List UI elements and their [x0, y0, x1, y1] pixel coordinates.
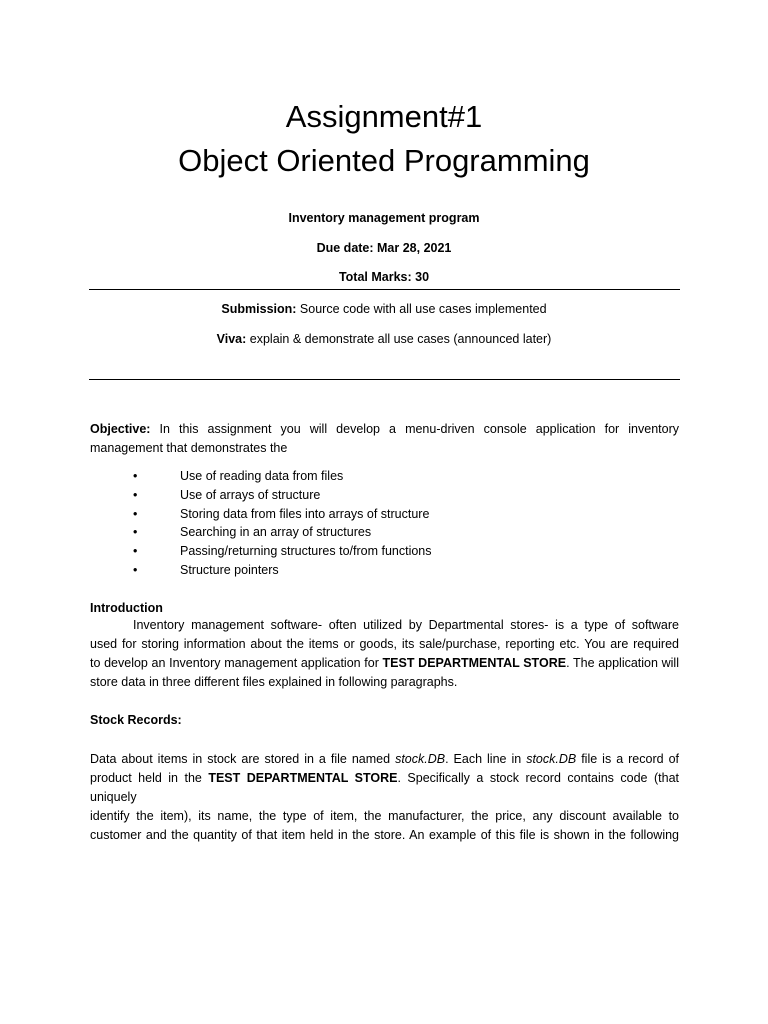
objective-bullet-list [0, 467, 768, 580]
bottom-divider [89, 379, 680, 380]
bullet-icon: • [133, 469, 138, 483]
file-name: stock.DB [395, 752, 446, 766]
list-item: • Storing data from files into arrays of structure [0, 505, 768, 524]
intro-line-4: store data in three different files explained in following paragraphs. [90, 675, 458, 689]
viva-text: explain & demonstrate all use cases (announced later) [246, 332, 552, 346]
submission-line [0, 301, 768, 317]
bullet-icon: • [133, 487, 138, 502]
due-date: Due date: Mar 28, 2021 [316, 241, 452, 255]
submission-label: Submission: [221, 302, 297, 316]
objective-line-1: Objective: In this assignment you will develop a menu-driven console application for inventory [90, 422, 679, 436]
stock-line-4: customer and the quantity of that item held in the store. An example of this file is shown in the following [90, 828, 679, 842]
total-marks: Total Marks: 30 [338, 270, 430, 284]
list-item: • Use of arrays of structure [0, 486, 768, 505]
bullet-icon: • [133, 562, 138, 577]
viva-line [0, 331, 768, 347]
stock-records-paragraph [90, 750, 679, 845]
stock-line-1: Data about items in stock are stored in a file named stock.DB. Each line in stock.DB file is a record of [90, 752, 679, 766]
stock-records-heading: Stock Records: [90, 713, 182, 727]
introduction-paragraph [90, 616, 679, 692]
objective-line-2: management that demonstrates the [90, 441, 288, 455]
objective-paragraph [90, 420, 679, 458]
stock-line-2: product held in the TEST DEPARTMENTAL STORE. Specifically a stock record contains code (that uniquely [90, 771, 679, 804]
bullet-icon: • [133, 544, 138, 559]
stock-line-3: identify the item), its name, the type of item, the manufacturer, the price, any discount available to [90, 809, 679, 823]
course-title: Object Oriented Programming [178, 143, 590, 178]
list-item: • Passing/returning structures to/from functions [0, 542, 768, 561]
submission-text: Source code with all use cases implemented [296, 302, 547, 316]
intro-line-2: used for storing information about the items or goods, its sale/purchase, reporting etc. You are required [90, 637, 679, 651]
program-subtitle: Inventory management program [288, 211, 480, 225]
bullet-icon: • [133, 506, 138, 521]
list-item: • Structure pointers [0, 561, 768, 580]
store-name: TEST DEPARTMENTAL STORE [208, 771, 398, 785]
list-item: • Use of reading data from files [0, 467, 768, 486]
top-divider [89, 289, 680, 290]
bullet-icon: • [133, 525, 138, 540]
store-name: TEST DEPARTMENTAL STORE [382, 656, 567, 670]
file-name: stock.DB [526, 752, 577, 766]
objective-label: Objective: [90, 422, 151, 436]
viva-label: Viva: [216, 332, 247, 346]
intro-line-3: to develop an Inventory management application for TEST DEPARTMENTAL STORE. The application will [90, 656, 679, 670]
list-item: • Searching in an array of structures [0, 523, 768, 542]
introduction-heading: Introduction [90, 601, 163, 615]
assignment-title: Assignment#1 [285, 99, 483, 134]
intro-line-1: Inventory management software- often utilized by Departmental stores- is a type of software [133, 618, 679, 632]
